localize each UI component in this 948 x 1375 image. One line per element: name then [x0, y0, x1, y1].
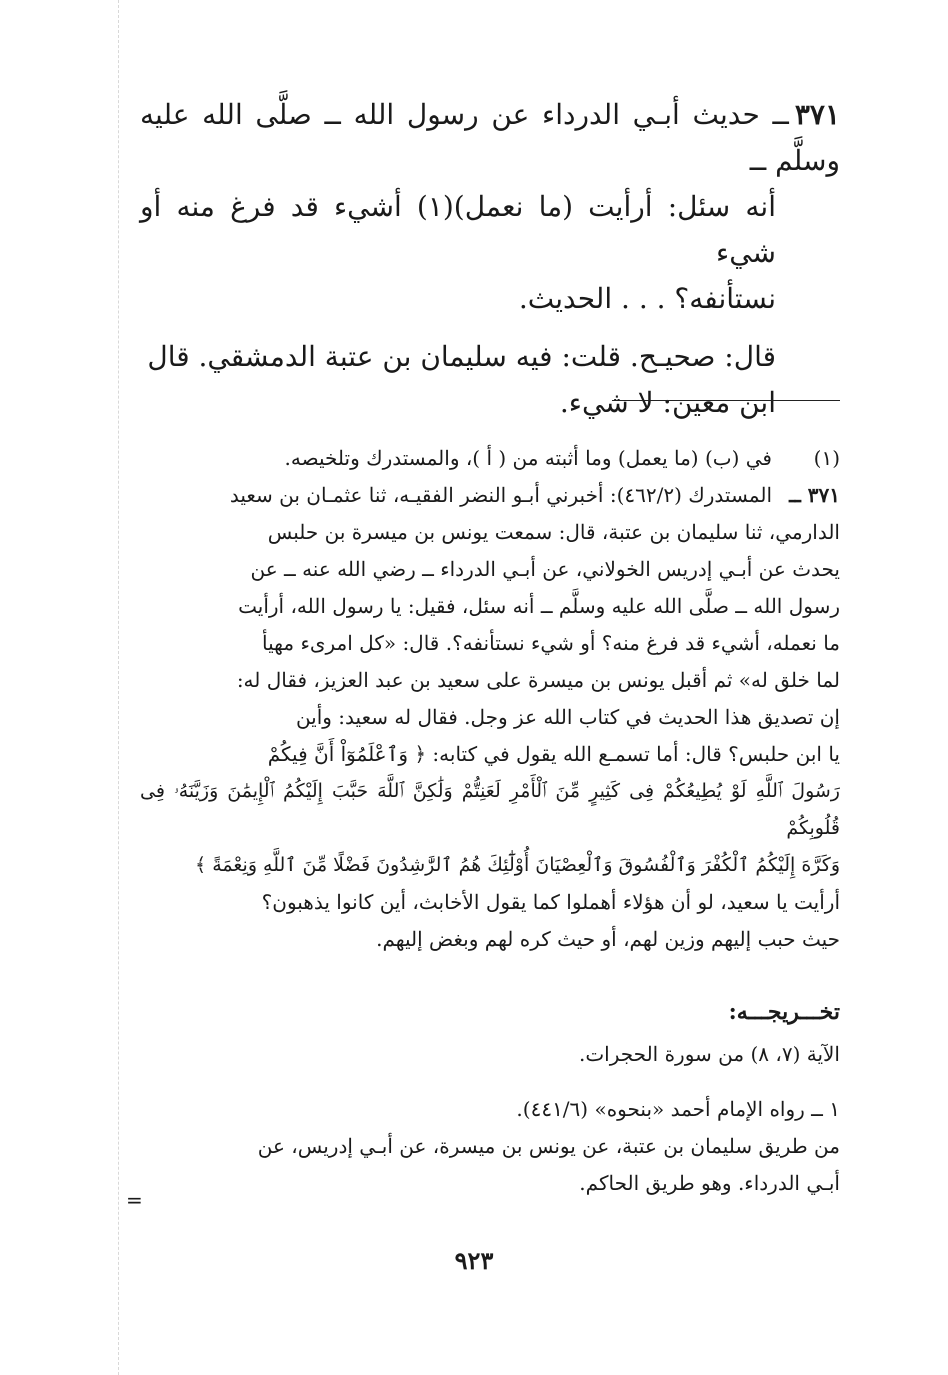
footnote-371-mark: ٣٧١ ــ [789, 483, 840, 507]
comment-line-1: قال: صحيـح. قلت: فيه سليمان بن عتبة الدمشقي. قال [147, 340, 776, 373]
footnote-1-text: في (ب) (ما يعمل) وما أثبته من ( أ )، والمستدرك وتلخيصه. [284, 446, 772, 470]
takhrij-section [140, 1036, 840, 1202]
takhrij-line-2: ١ ــ رواه الإمام أحمد «بنحوه» (٤٤١/٦). [516, 1097, 840, 1121]
hadith-number: ٣٧١ [794, 98, 840, 131]
footnotes [140, 440, 840, 958]
footnote-line: الدارمي، ثنا سليمان بن عتبة، قال: سمعت يونس بن ميسرة بن حلبس [267, 520, 840, 544]
takhrij-line-3: من طريق سليمان بن عتبة، عن يونس بن ميسرة، عن أبـي إدريس، عن [257, 1134, 840, 1158]
footnote-line: أرأيت يا سعيد، لو أن هؤلاء أهملوا كما يقول الأخابث، أين كانوا يذهبون؟ [261, 890, 840, 914]
footnote-line: المستدرك (٤٦٢/٢): أخبرني أبـو النضر الفقيـه، ثنا عثمـان بن سعيد [229, 483, 772, 507]
footnote-line: إن تصديق هذا الحديث في كتاب الله عز وجل. فقال له سعيد: وأين [295, 705, 840, 729]
footnote-line: يحدث عن أبـي إدريس الخولاني، عن أبـي الدرداء ــ رضي الله عنه ــ عن [250, 557, 840, 581]
hadith-line-2: أنه سئل: أرأيت (ما نعمل)(١) أشيء قد فرغ منه أو شيء [140, 190, 776, 269]
footnote-line: لما خلق له» ثم أقبل يونس بن ميسرة على سعيد بن عبد العزيز، فقال له: [236, 668, 840, 692]
quran-verse-line: رَسُولَ ٱللَّهِ لَوْ يُطِيعُكُمْ فِى كَثِيرٍ مِّنَ ٱلْأَمْرِ لَعَنِتُّمْ وَلَٰكِنَّ ٱللَّهَ حَبَّبَ إِلَيْكُمُ ٱلْإِيمَٰنَ وَزَيَّنَهُۥ فِى قُلُوبِكُمْ [140, 780, 840, 839]
footnote-371 [140, 477, 840, 514]
footnote-divider [612, 400, 840, 401]
scan-edge-line [118, 0, 119, 1375]
footnote-1-mark: (١) [813, 446, 840, 470]
hadith-line-1: ــ حديث أبـي الدرداء عن رسول الله ــ صلَّى الله عليه وسلَّم ــ [140, 98, 840, 177]
footnote-line: رسول الله ــ صلَّى الله عليه وسلَّم ــ أنه سئل، فقيل: يا رسول الله، أرأيت [238, 594, 840, 618]
hadith-entry [140, 92, 840, 322]
quran-verse-line: وَكَرَّهَ إِلَيْكُمُ ٱلْكُفْرَ وَٱلْفُسُوقَ وَٱلْعِصْيَانَ أُوْلَٰٓئِكَ هُمُ ٱلرَّٰشِدُونَ فَضْلًا مِّنَ ٱللَّهِ وَنِعْمَةً ﴾ [195, 854, 840, 876]
footnote-line: حيث حبب إليهم وزين لهم، أو حيث كره لهم وبغض إليهم. [376, 927, 840, 951]
hadith-line-3: نستأنفه؟ . . . الحديث. [518, 282, 776, 315]
takhrij-line-4: أبـي الدرداء. وهو طريق الحاكم. [579, 1171, 840, 1195]
page-number: ٩٢٣ [454, 1246, 494, 1275]
hadith-comment [140, 334, 840, 426]
continuation-mark: = [126, 1188, 143, 1212]
takhrij-heading: تخـــريجـــه: [728, 999, 840, 1025]
main-text [140, 92, 840, 426]
comment-line-2: ابن معين: لا شيء. [559, 386, 776, 419]
takhrij-line-1: الآية (٧، ٨) من سورة الحجرات. [578, 1042, 840, 1066]
footnote-line: ما نعمله، أشيء قد فرغ منه؟ أو شيء نستأنفه؟. قال: «كل امرىء مهيأ [262, 631, 840, 655]
footnote-371-body [140, 514, 840, 958]
footnote-line: يا ابن حلبس؟ قال: أما تسمـع الله يقول في كتابه: ﴿ وَٱعْلَمُوٓاْ أَنَّ فِيكُمْ [267, 742, 840, 766]
footnote-1 [140, 440, 840, 477]
